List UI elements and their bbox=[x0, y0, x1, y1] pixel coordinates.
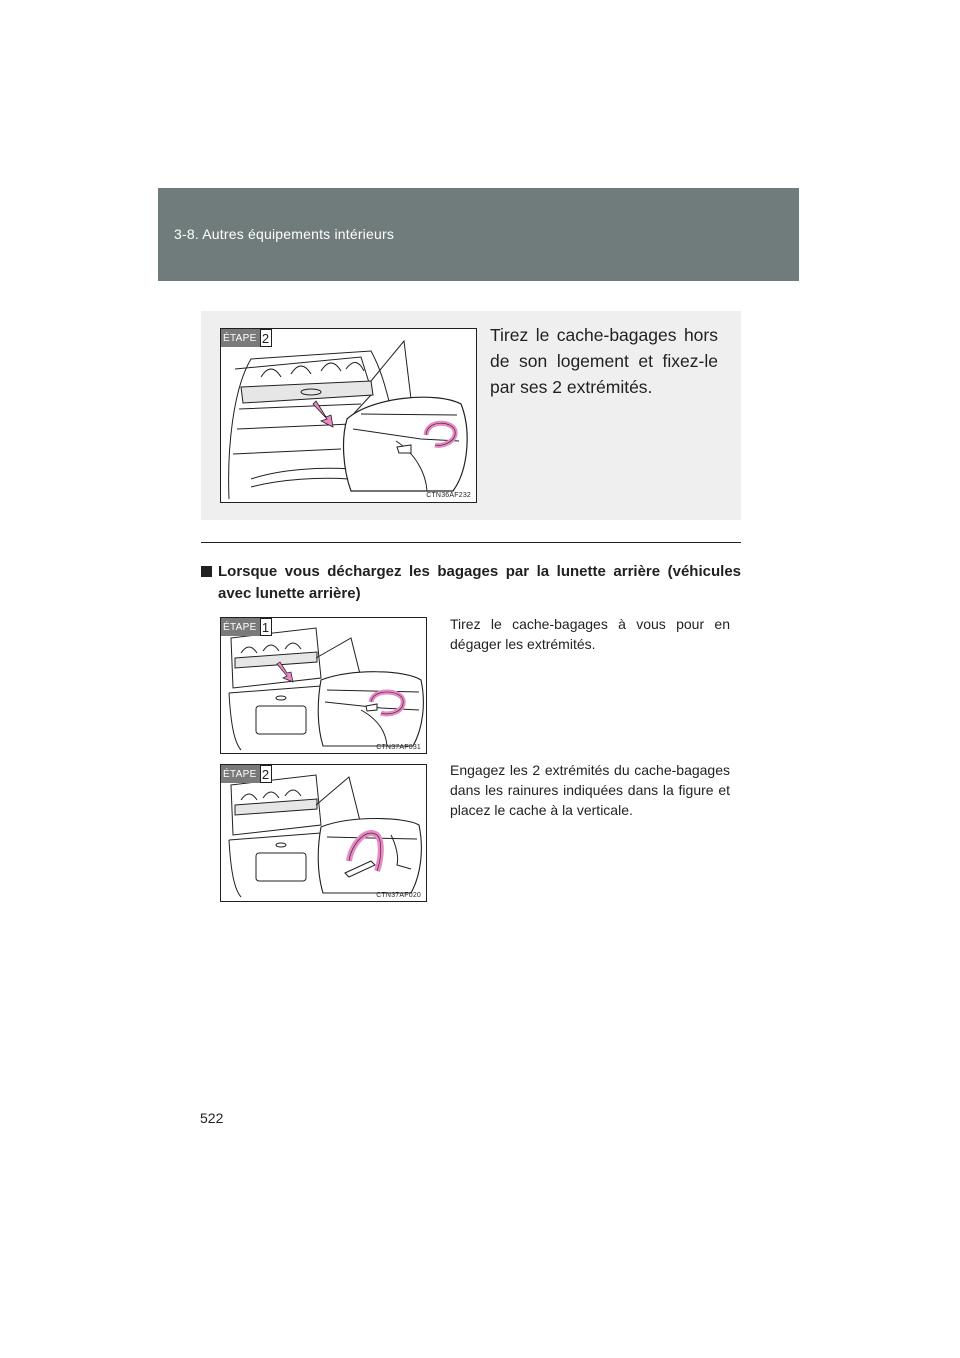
section-heading bbox=[201, 561, 741, 605]
step-badge: ÉTAPE 2 bbox=[221, 765, 272, 783]
section-divider bbox=[201, 542, 741, 543]
page-number: 522 bbox=[200, 1110, 224, 1126]
step-instruction-text: Tirez le cache-bagages hors de son logement et fixez-le par ses 2 extrémités. bbox=[490, 325, 718, 397]
step-badge: ÉTAPE 2 bbox=[221, 329, 272, 347]
figure-code: CTN36AF232 bbox=[426, 492, 471, 499]
section-title: 3-8. Autres équipements intérieurs bbox=[174, 226, 395, 242]
step1-instruction-text: Tirez le cache-bagages à vous pour en dégager les extrémités. bbox=[450, 616, 730, 652]
cargo-interior-illustration bbox=[221, 329, 477, 503]
step-badge: ÉTAPE 1 bbox=[221, 618, 272, 636]
rear-window-illustration bbox=[221, 765, 427, 902]
figure-cargo-cover-step2 bbox=[220, 328, 477, 503]
section-heading-text: Lorsque vous déchargez les bagages par la lunette arrière (véhicules avec lunette arrière) bbox=[218, 563, 741, 602]
figure-code: CTN37AF031 bbox=[376, 744, 421, 751]
figure-rear-window-step1 bbox=[220, 617, 427, 754]
step2-instruction-text: Engagez les 2 extrémités du cache-bagages dans les rainures indiquées dans la figure et placez le cache à la verticale. bbox=[450, 762, 730, 818]
square-bullet-icon bbox=[201, 566, 212, 577]
figure-rear-window-step2 bbox=[220, 764, 427, 902]
rear-window-illustration bbox=[221, 618, 427, 754]
figure-code: CTN37AF020 bbox=[376, 892, 421, 899]
